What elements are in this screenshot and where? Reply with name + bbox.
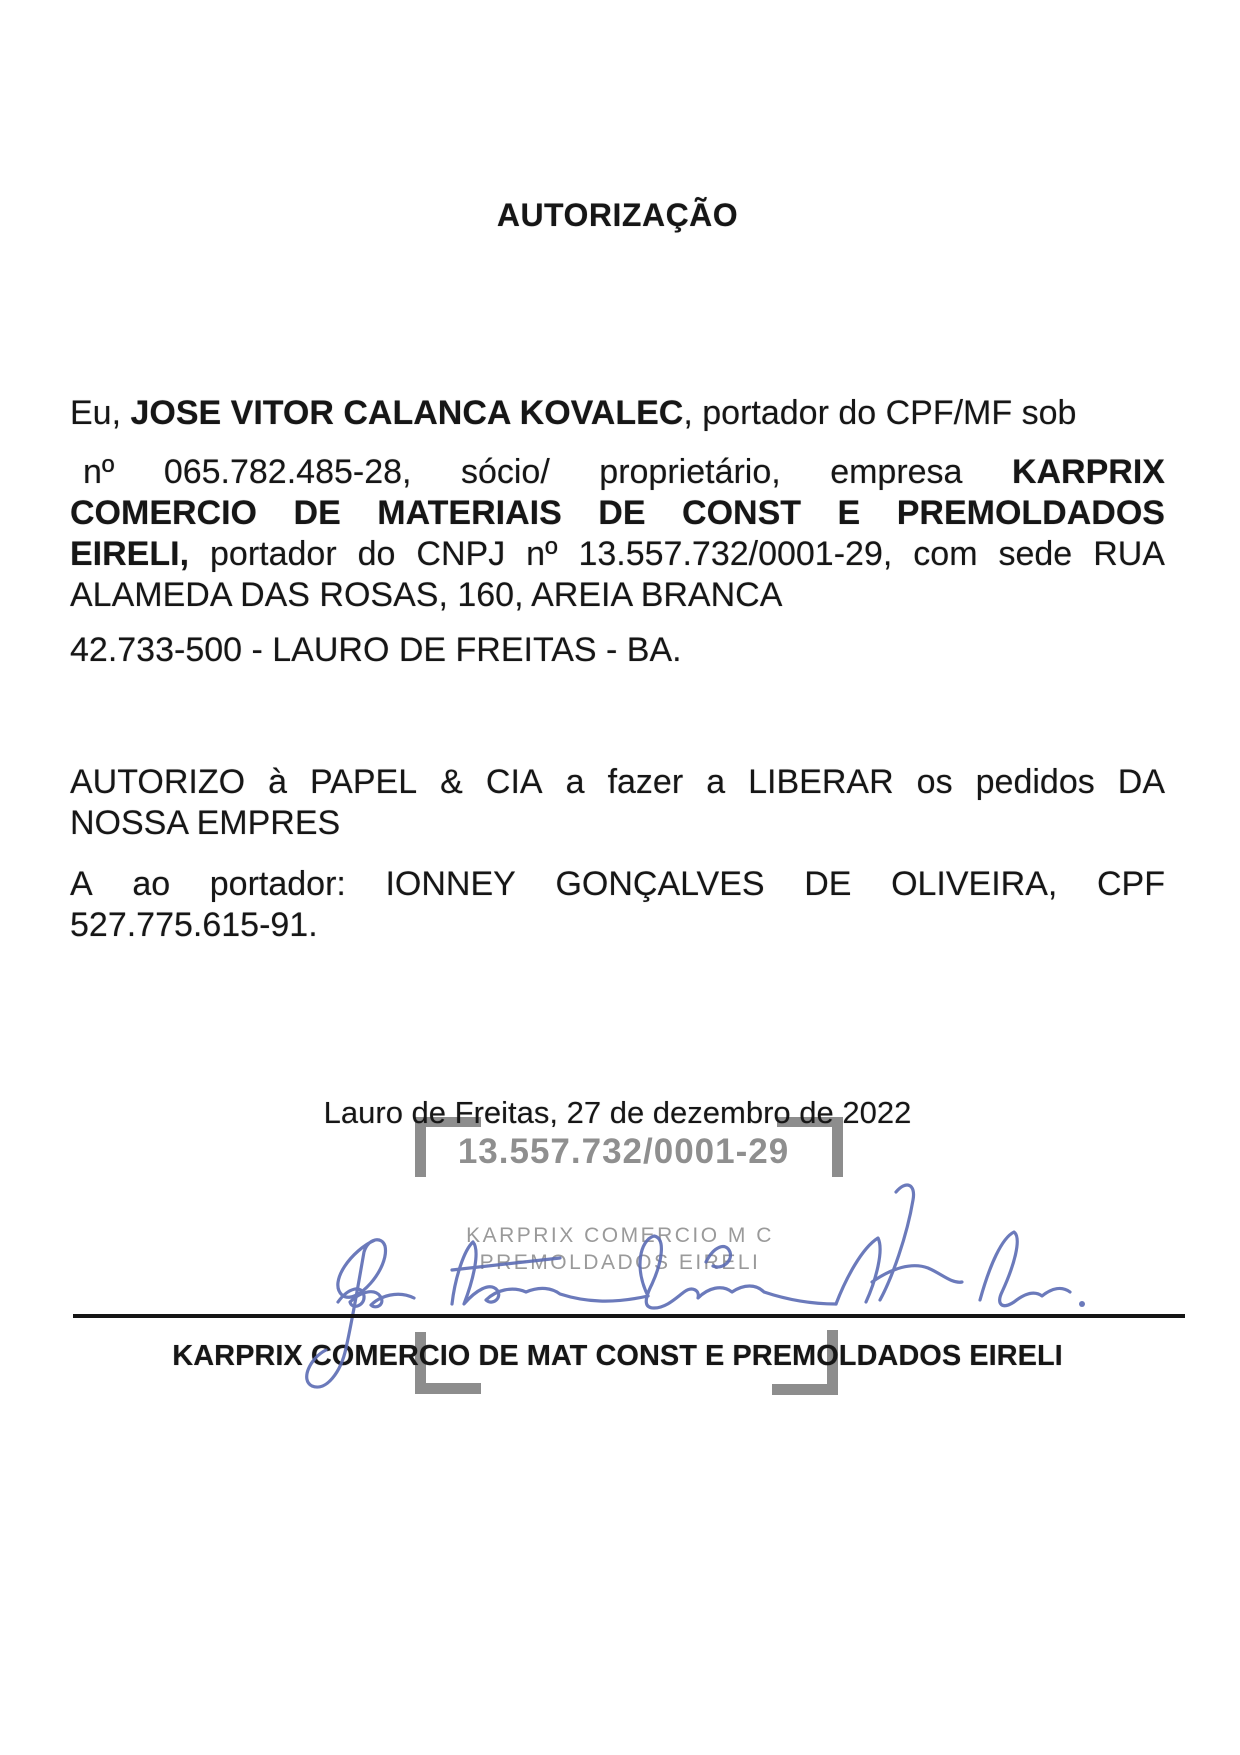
text-run: IONNEY	[385, 865, 516, 903]
body-line	[70, 630, 1165, 671]
text-run: 13.557.732/0001-29,	[578, 535, 893, 573]
text-run: proprietário,	[599, 453, 781, 491]
date-line: Lauro de Freitas, 27 de dezembro de 2022	[323, 1095, 912, 1130]
text-run: DE	[293, 494, 341, 532]
body-line	[70, 452, 1165, 493]
text-run: CPF	[1096, 865, 1165, 903]
text-run: MATERIAIS	[377, 494, 562, 532]
text-run: Eu,	[70, 394, 131, 432]
text-run: LIBERAR	[748, 763, 894, 801]
text-run: com	[913, 535, 978, 573]
text-run: JOSE VITOR CALANCA KOVALEC	[130, 394, 684, 432]
text-run: sócio/	[460, 453, 550, 491]
text-run: nº	[83, 453, 115, 491]
text-run: PREMOLDADOS	[896, 494, 1165, 532]
body-paragraph	[70, 630, 1165, 671]
body-text	[70, 393, 1165, 946]
text-run: 42.733-500 - LAURO DE FREITAS - BA.	[70, 631, 682, 669]
text-run: CONST	[682, 494, 802, 532]
text-run: a	[565, 763, 585, 801]
text-run: CIA	[485, 763, 543, 801]
document-title: AUTORIZAÇÃO	[496, 197, 739, 233]
body-line	[70, 534, 1165, 575]
company-stamp-line1: KARPRIX COMERCIO M C	[466, 1224, 774, 1247]
text-run: portador	[210, 535, 337, 573]
company-stamp	[0, 1222, 1240, 1276]
text-run: AUTORIZO	[70, 763, 246, 801]
text-run: ALAMEDA DAS ROSAS, 160, AREIA BRANCA	[70, 576, 783, 614]
body-line	[70, 864, 1165, 905]
text-run: 065.782.485-28,	[163, 453, 412, 491]
body-paragraph	[70, 762, 1165, 844]
text-run: GONÇALVES	[555, 865, 765, 903]
text-run: COMERCIO	[70, 494, 257, 532]
text-run: RUA	[1093, 535, 1165, 573]
text-run: a	[706, 763, 726, 801]
text-run: E	[837, 494, 861, 532]
document-content	[70, 0, 1165, 1133]
text-run: pedidos	[975, 763, 1095, 801]
text-run: CNPJ	[416, 535, 506, 573]
company-stamp-line2: PREMOLDADOS EIRELI	[479, 1251, 761, 1274]
text-run: do	[357, 535, 396, 573]
text-run: A	[70, 865, 93, 903]
body-line	[70, 762, 1165, 803]
body-paragraph	[70, 864, 1165, 946]
text-run: PAPEL	[310, 763, 418, 801]
text-run: empresa	[830, 453, 963, 491]
text-run: fazer	[607, 763, 684, 801]
text-run: EIRELI,	[70, 535, 190, 573]
text-run: NOSSA EMPRES	[70, 804, 341, 842]
text-run: à	[268, 763, 287, 801]
body-line	[70, 493, 1165, 534]
signature-line	[73, 1314, 1185, 1318]
text-run: os	[916, 763, 953, 801]
text-run: portador:	[209, 865, 346, 903]
body-line	[70, 393, 1165, 434]
cnpj-stamp-number: 13.557.732/0001-29	[457, 1132, 790, 1171]
body-paragraph	[70, 452, 1165, 616]
text-run: KARPRIX	[1011, 453, 1165, 491]
text-run: sede	[998, 535, 1073, 573]
text-run: , portador do CPF/MF sob	[683, 394, 1077, 432]
text-run: DE	[598, 494, 646, 532]
body-line	[70, 575, 1165, 616]
body-line	[70, 905, 1165, 946]
text-run: DE	[804, 865, 852, 903]
body-paragraph	[70, 393, 1165, 434]
text-run: OLIVEIRA,	[891, 865, 1058, 903]
text-run: ao	[132, 865, 171, 903]
footer-company-name: KARPRIX COMERCIO DE MAT CONST E PREMOLDADOS EIRELI	[172, 1340, 1063, 1372]
body-line	[70, 803, 1165, 844]
text-run: &	[440, 763, 463, 801]
text-run: DA	[1117, 763, 1165, 801]
text-run: nº	[526, 535, 558, 573]
text-run: 527.775.615-91.	[70, 906, 318, 944]
